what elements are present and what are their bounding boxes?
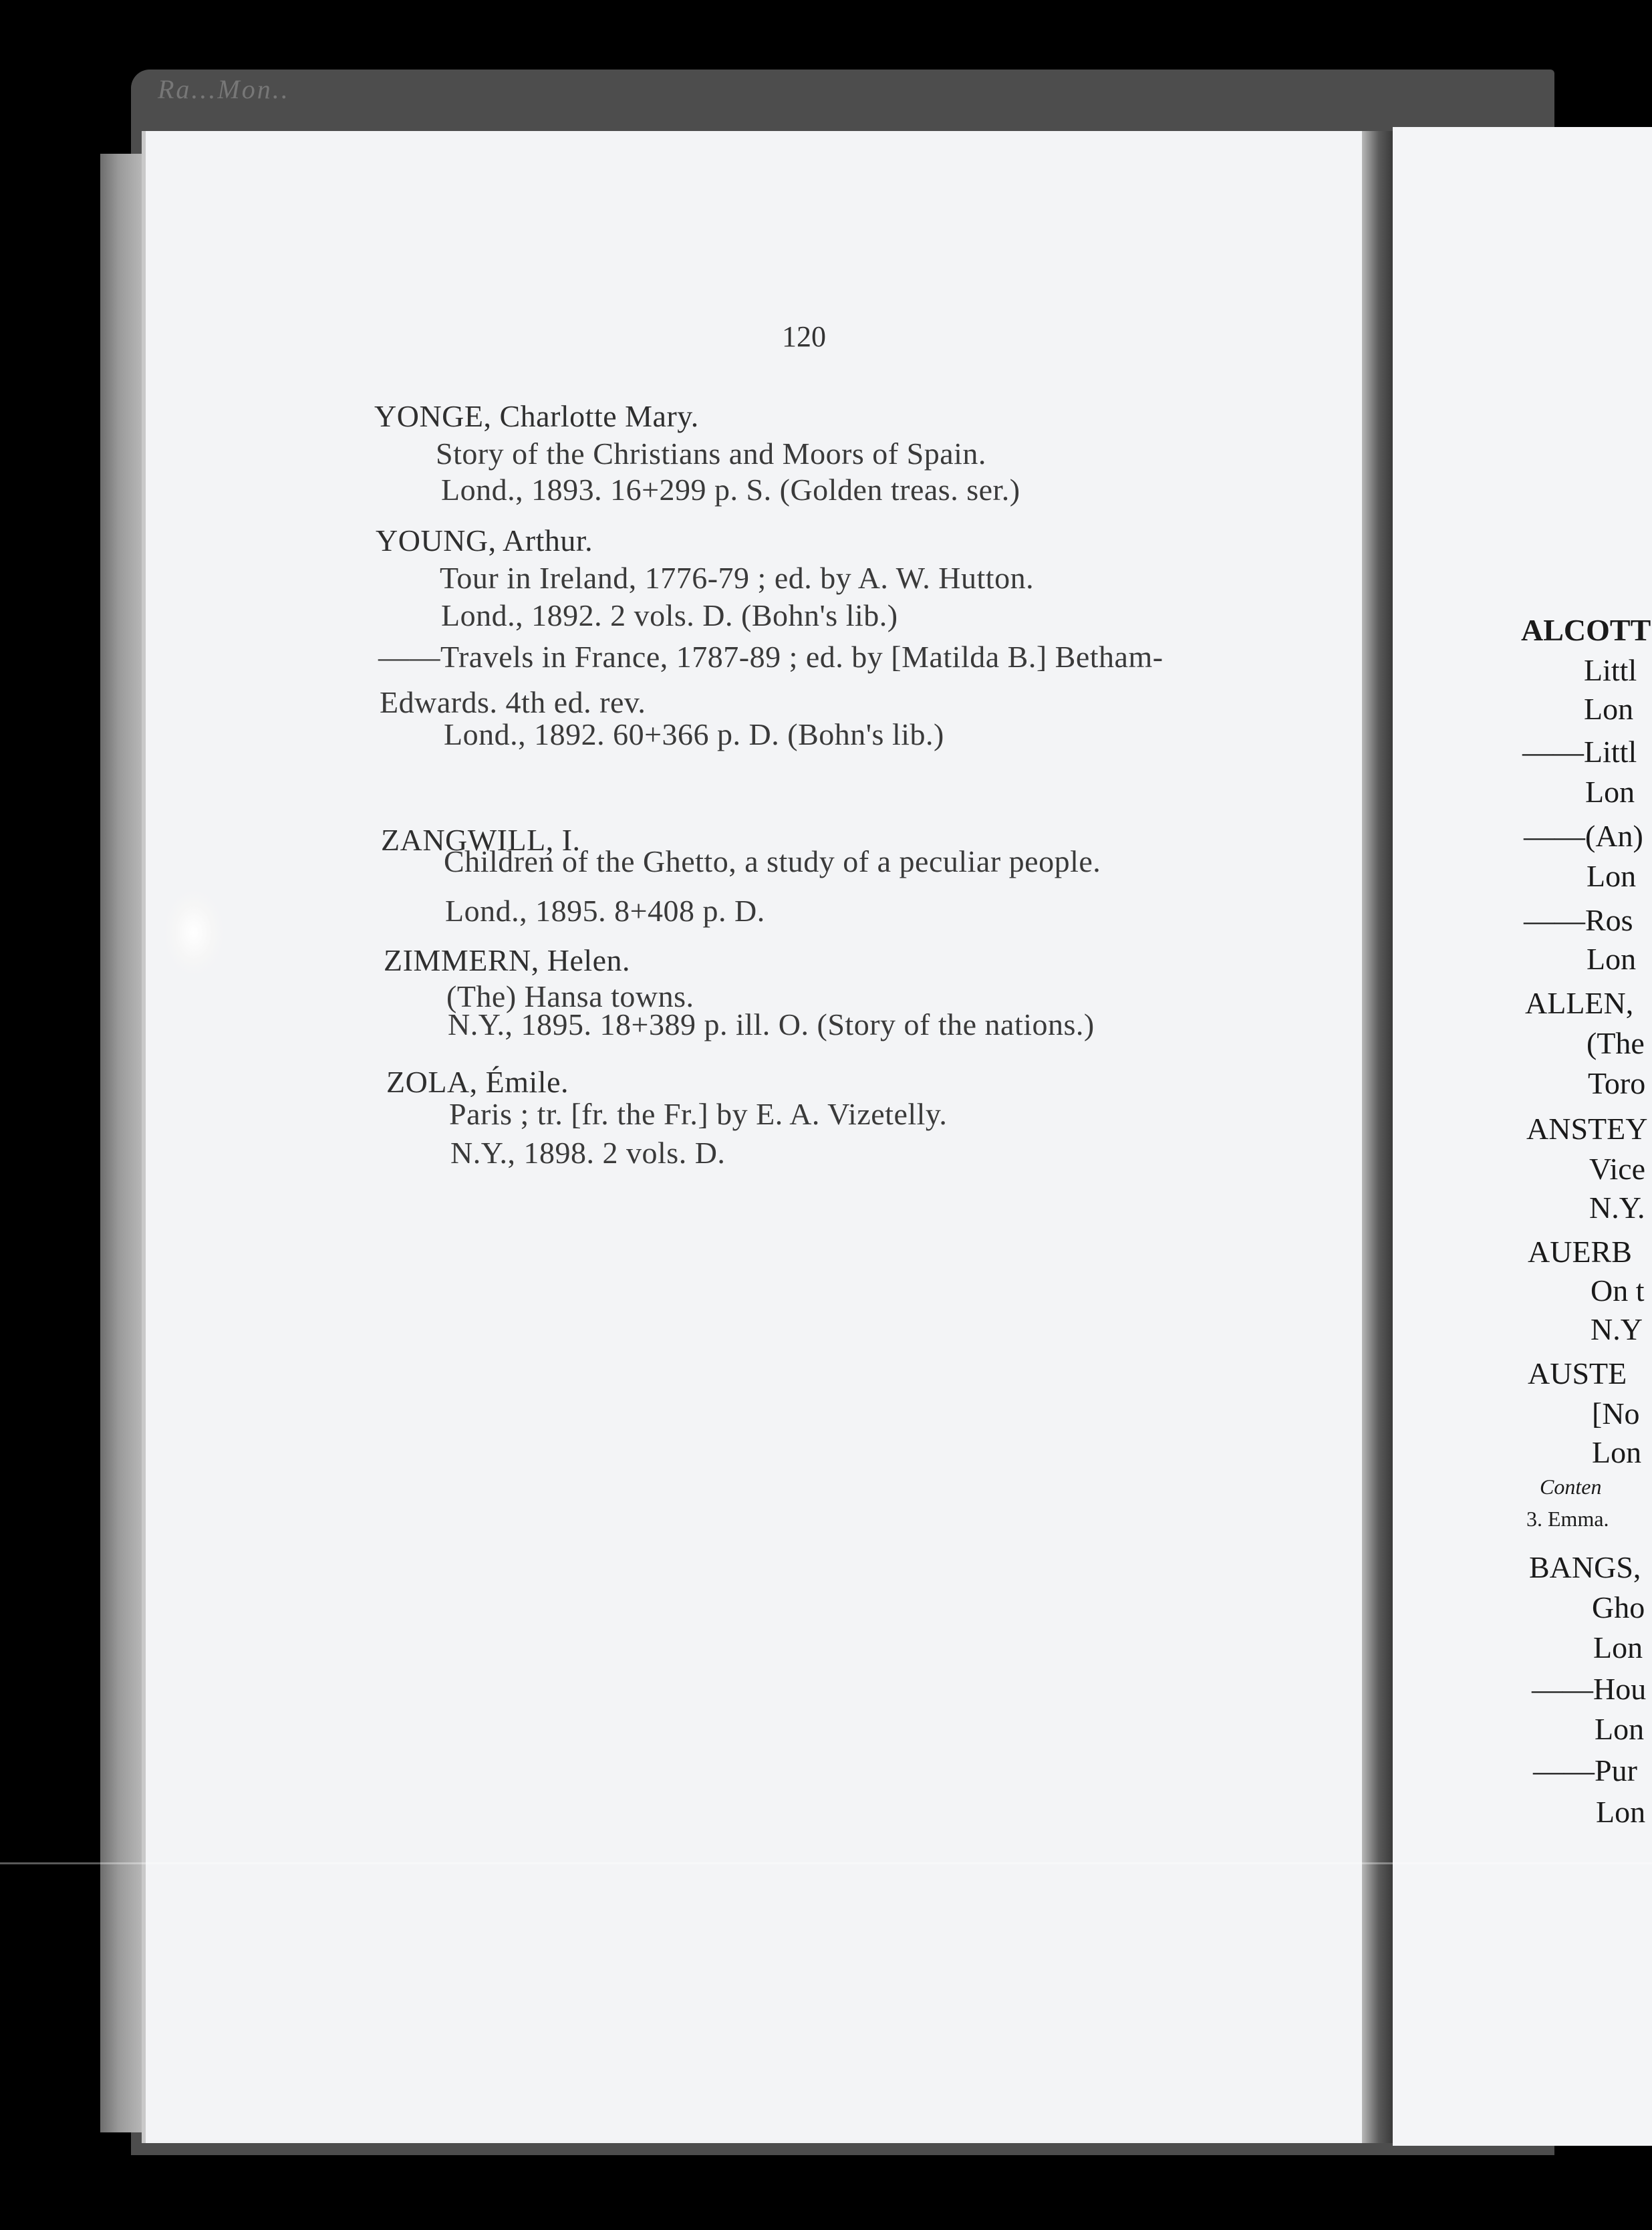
book-gutter xyxy=(1362,131,1393,2143)
right-entry-author: BANGS, xyxy=(1529,1550,1641,1584)
page-number: 120 xyxy=(782,320,826,353)
right-entry-line: Lon xyxy=(1593,1630,1643,1664)
entry-author-line: YONGE, Charlotte Mary. xyxy=(374,399,699,433)
paper-blemish xyxy=(164,889,224,976)
entry-author-line: ZANGWILL, I. xyxy=(381,823,581,857)
right-entry-line: On t xyxy=(1591,1273,1645,1308)
right-entry-author: ALCOTT xyxy=(1521,613,1651,647)
entry-author-line: ZIMMERN, Helen. xyxy=(384,943,631,977)
right-entry-contents: Conten xyxy=(1540,1475,1602,1499)
right-entry-line: Toro xyxy=(1588,1066,1646,1100)
entry-title-line: Paris ; tr. [fr. the Fr.] by E. A. Vizetelly. xyxy=(449,1097,948,1131)
entry-author-line: ZOLA, Émile. xyxy=(386,1065,569,1099)
entry-imprint-line: Lond., 1892. 2 vols. D. (Bohn's lib.) xyxy=(441,598,898,632)
right-entry-line: [No xyxy=(1592,1396,1640,1431)
entry-title-line: Children of the Ghetto, a study of a peculiar people. xyxy=(444,844,1101,878)
right-entry-line: ——(An) xyxy=(1524,819,1643,853)
entry-continuation-line: Edwards. 4th ed. rev. xyxy=(380,685,646,719)
entry-title-line: Tour in Ireland, 1776-79 ; ed. by A. W. Hutton. xyxy=(440,561,1035,595)
right-entry-line: Lon xyxy=(1595,1712,1645,1746)
entry-imprint-line: Lond., 1893. 16+299 p. S. (Golden treas. ser.) xyxy=(441,473,1020,507)
entry-imprint-line: Lond., 1892. 60+366 p. D. (Bohn's lib.) xyxy=(444,717,944,751)
right-entry-line: ——Littl xyxy=(1522,735,1637,769)
right-entry-line: ——Ros xyxy=(1524,903,1633,937)
right-entry-line: Lon xyxy=(1596,1795,1646,1829)
page-edges xyxy=(100,154,147,2132)
right-entry-line: Lon xyxy=(1585,775,1635,809)
entry-title-line: (The) Hansa towns. xyxy=(446,979,694,1013)
left-page xyxy=(142,131,1367,2143)
right-entry-line: Lon xyxy=(1587,859,1637,893)
right-entry-author: AUSTE xyxy=(1528,1356,1627,1390)
right-entry-author: AUERB xyxy=(1528,1235,1632,1269)
right-entry-contents: 3. Emma. xyxy=(1526,1507,1609,1531)
cover-handwriting: Ra...Mon.. xyxy=(158,74,290,104)
right-entry-line: Lon xyxy=(1592,1435,1642,1469)
right-entry-line: ——Pur xyxy=(1533,1753,1637,1787)
right-entry-line: N.Y xyxy=(1591,1312,1643,1346)
entry-imprint-line: N.Y., 1895. 18+389 p. ill. O. (Story of the nations.) xyxy=(448,1007,1095,1041)
right-entry-line: Lon xyxy=(1587,942,1637,976)
right-entry-line: Vice xyxy=(1589,1152,1646,1186)
entry-imprint-line: N.Y., 1898. 2 vols. D. xyxy=(450,1136,726,1170)
right-entry-line: (The xyxy=(1587,1026,1645,1060)
right-entry-line: Lon xyxy=(1584,692,1634,726)
right-entry-line: Gho xyxy=(1592,1590,1645,1624)
entry-imprint-line: Lond., 1895. 8+408 p. D. xyxy=(445,894,765,928)
right-entry-line: Littl xyxy=(1584,653,1637,687)
right-entry-line: N.Y. xyxy=(1589,1191,1645,1225)
entry-title-line: ——Travels in France, 1787-89 ; ed. by [Matilda B.] Betham- xyxy=(378,640,1163,674)
right-entry-line: ——Hou xyxy=(1532,1672,1647,1706)
right-entry-author: ANSTEY xyxy=(1526,1112,1648,1146)
entry-title-line: Story of the Christians and Moors of Spain. xyxy=(436,437,986,471)
right-entry-author: ALLEN, xyxy=(1525,986,1634,1020)
entry-author-line: YOUNG, Arthur. xyxy=(376,523,593,558)
scan-artifact-line xyxy=(0,1862,1652,1864)
